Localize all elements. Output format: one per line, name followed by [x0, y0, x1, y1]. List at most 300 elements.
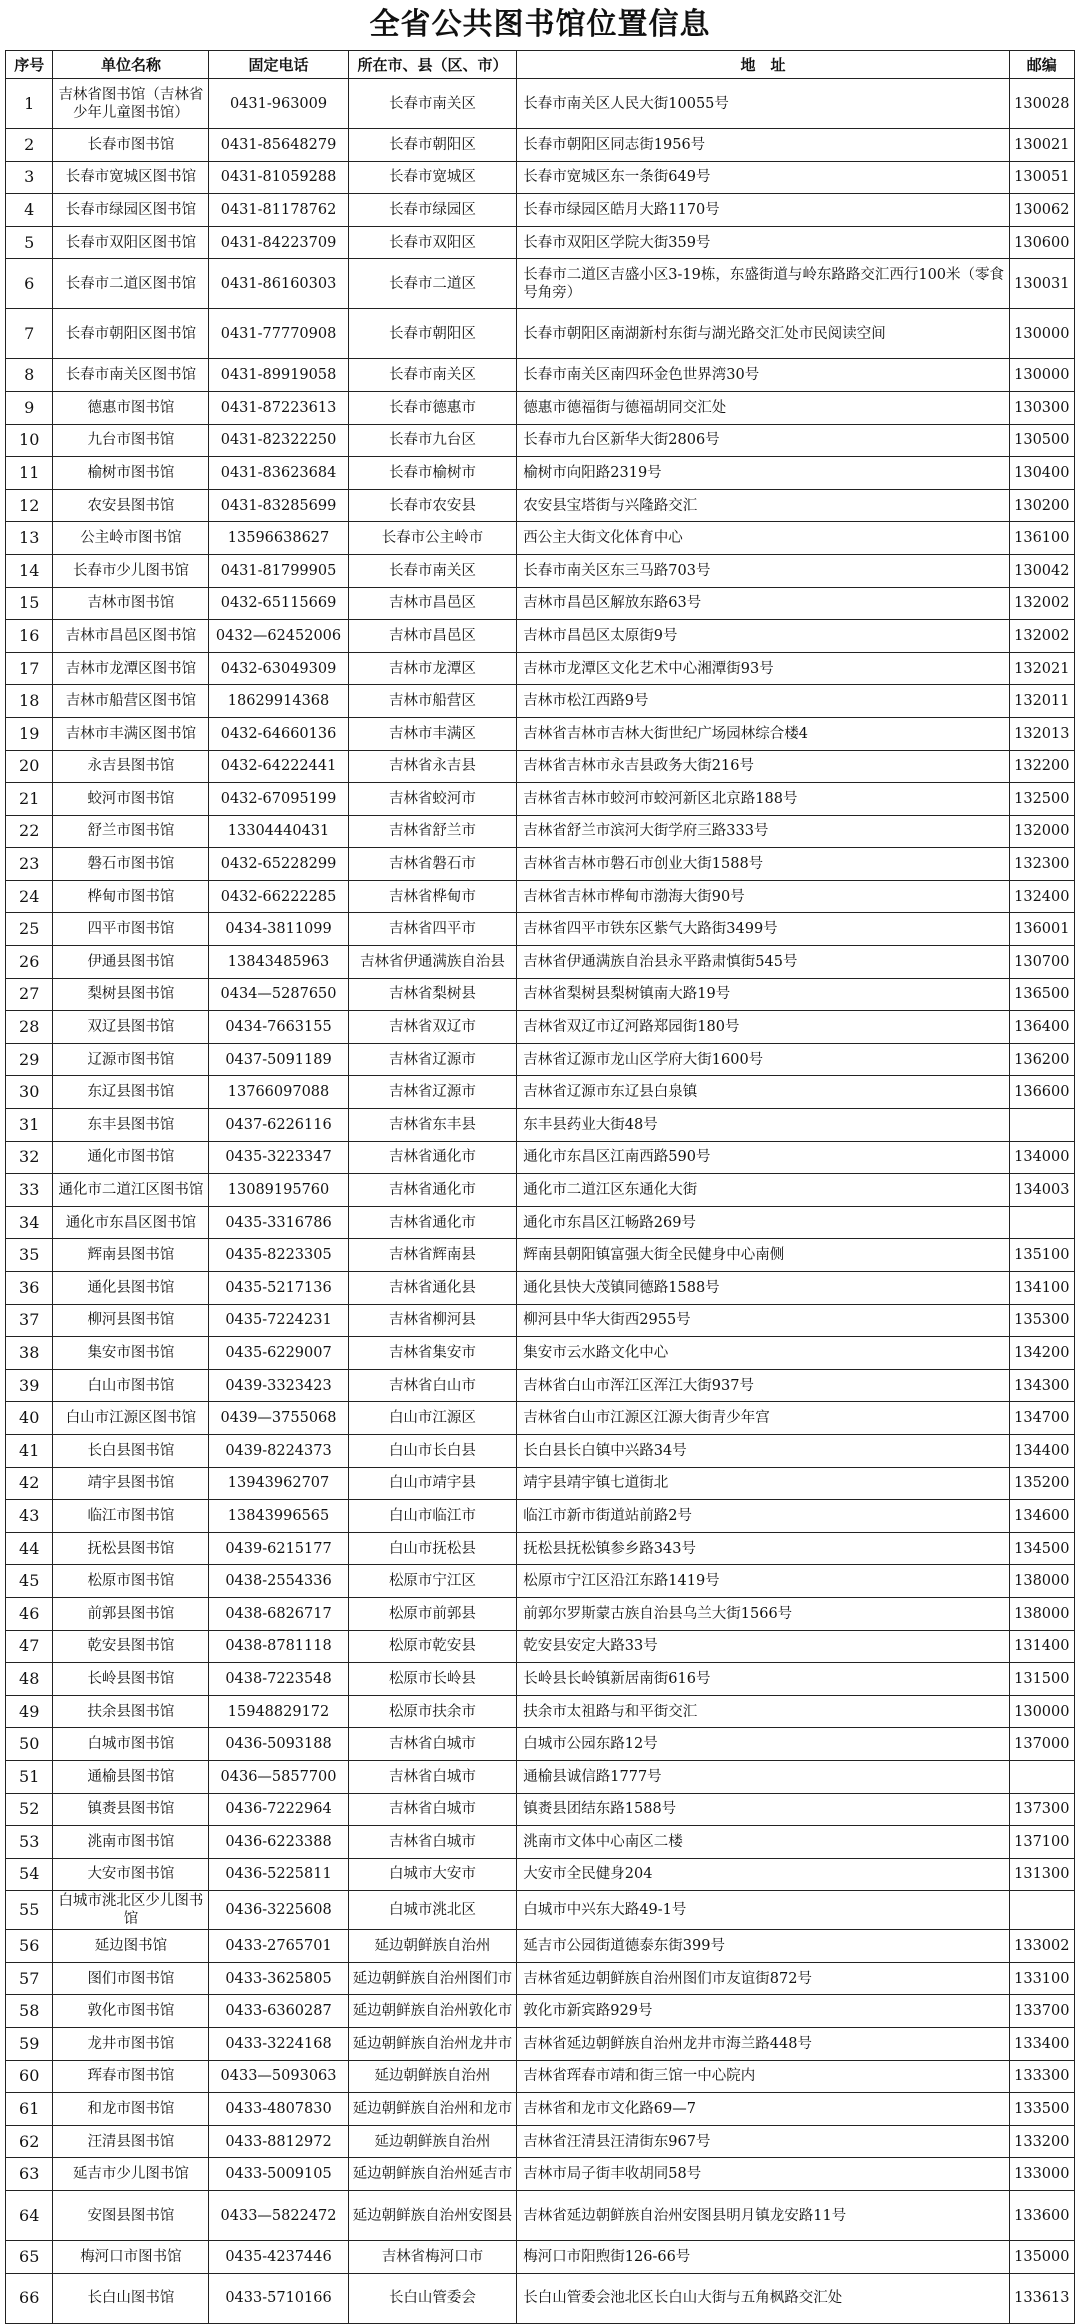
- city-district-cell: 吉林省东丰县: [348, 1109, 517, 1142]
- table-row: [6, 1076, 1075, 1109]
- phone-number-cell: 0431-86160303: [209, 259, 348, 309]
- library-name-cell: 大安市图书馆: [53, 1858, 209, 1891]
- address-cell: 长春市双阳区学院大街359号: [517, 226, 1009, 259]
- table-row: [6, 685, 1075, 718]
- address-cell: 松原市宁江区沿江东路1419号: [517, 1565, 1009, 1598]
- row-number-cell: 10: [6, 424, 53, 457]
- address-cell: 吉林市昌邑区太原街9号: [517, 620, 1009, 653]
- table-row: [6, 1995, 1075, 2028]
- library-name-cell: 长春市图书馆: [53, 129, 209, 162]
- table-row: [6, 1109, 1075, 1142]
- library-name-cell: 图们市图书馆: [53, 1962, 209, 1995]
- city-district-cell: 长春市农安县: [348, 489, 517, 522]
- table-row: [6, 620, 1075, 653]
- row-number-cell: 66: [6, 2273, 53, 2323]
- address-cell: 长春市南关区人民大街10055号: [517, 79, 1009, 129]
- row-number-cell: 23: [6, 848, 53, 881]
- postal-code-cell: 130000: [1009, 1695, 1074, 1728]
- library-name-cell: 农安县图书馆: [53, 489, 209, 522]
- phone-number-cell: 0433-3625805: [209, 1962, 348, 1995]
- table-row: [6, 391, 1075, 424]
- phone-number-cell: 0437-5091189: [209, 1043, 348, 1076]
- row-number-cell: 14: [6, 554, 53, 587]
- postal-code-cell: 133613: [1009, 2273, 1074, 2323]
- address-cell: 白城市中兴东大路49-1号: [517, 1891, 1009, 1930]
- table-row: [6, 750, 1075, 783]
- row-number-cell: 9: [6, 391, 53, 424]
- city-district-cell: 吉林省通化县: [348, 1272, 517, 1305]
- address-cell: 扶余市太祖路与和平街交汇: [517, 1695, 1009, 1728]
- phone-number-cell: 0434—5287650: [209, 978, 348, 1011]
- phone-number-cell: 0433-4807830: [209, 2093, 348, 2126]
- row-number-cell: 18: [6, 685, 53, 718]
- address-cell: 吉林省吉林市永吉县政务大街216号: [517, 750, 1009, 783]
- page-title: 全省公共图书馆位置信息: [369, 7, 711, 42]
- postal-code-cell: 133400: [1009, 2028, 1074, 2061]
- table-row: [6, 1369, 1075, 1402]
- address-cell: 吉林省吉林市桦甸市渤海大街90号: [517, 880, 1009, 913]
- postal-code-cell: 135200: [1009, 1467, 1074, 1500]
- phone-number-cell: 0436-5093188: [209, 1728, 348, 1761]
- postal-code-cell: [1009, 1109, 1074, 1142]
- address-cell: 通化市东昌区江南西路590号: [517, 1141, 1009, 1174]
- phone-number-cell: 0439-3323423: [209, 1369, 348, 1402]
- phone-number-cell: 0438-6826717: [209, 1597, 348, 1630]
- row-number-cell: 2: [6, 129, 53, 162]
- city-district-cell: 吉林省蛟河市: [348, 783, 517, 816]
- phone-number-cell: 0432-63049309: [209, 652, 348, 685]
- library-name-cell: 通化市二道江区图书馆: [53, 1174, 209, 1207]
- row-number-cell: 4: [6, 194, 53, 227]
- postal-code-cell: 130028: [1009, 79, 1074, 129]
- library-name-cell: 前郭县图书馆: [53, 1597, 209, 1630]
- library-name-cell: 双辽县图书馆: [53, 1011, 209, 1044]
- postal-code-cell: 130600: [1009, 226, 1074, 259]
- city-district-cell: 长春市南关区: [348, 359, 517, 392]
- address-cell: 吉林省和龙市文化路69—7: [517, 2093, 1009, 2126]
- city-district-cell: 吉林省四平市: [348, 913, 517, 946]
- row-number-cell: 3: [6, 161, 53, 194]
- address-cell: 延吉市公园街道德泰东街399号: [517, 1930, 1009, 1963]
- row-number-cell: 16: [6, 620, 53, 653]
- table-row: [6, 2273, 1075, 2323]
- library-name-cell: 吉林市丰满区图书馆: [53, 717, 209, 750]
- library-name-cell: 吉林市船营区图书馆: [53, 685, 209, 718]
- library-name-cell: 和龙市图书馆: [53, 2093, 209, 2126]
- city-district-cell: 长春市南关区: [348, 554, 517, 587]
- row-number-cell: 55: [6, 1891, 53, 1930]
- postal-code-cell: [1009, 1891, 1074, 1930]
- table-row: [6, 309, 1075, 359]
- header-city: 所在市、县（区、市）: [348, 51, 517, 79]
- row-number-cell: 38: [6, 1337, 53, 1370]
- postal-code-cell: 134000: [1009, 1141, 1074, 1174]
- city-district-cell: 吉林省梅河口市: [348, 2241, 517, 2274]
- city-district-cell: 吉林省白城市: [348, 1760, 517, 1793]
- postal-code-cell: 130051: [1009, 161, 1074, 194]
- row-number-cell: 19: [6, 717, 53, 750]
- phone-number-cell: 13943962707: [209, 1467, 348, 1500]
- city-district-cell: 延边朝鲜族自治州和龙市: [348, 2093, 517, 2126]
- address-cell: 洮南市文体中心南区二楼: [517, 1826, 1009, 1859]
- table-row: [6, 1565, 1075, 1598]
- city-district-cell: 吉林市昌邑区: [348, 587, 517, 620]
- city-district-cell: 吉林市船营区: [348, 685, 517, 718]
- row-number-cell: 36: [6, 1272, 53, 1305]
- phone-number-cell: 0439-6215177: [209, 1532, 348, 1565]
- postal-code-cell: 134003: [1009, 1174, 1074, 1207]
- table-row: [6, 815, 1075, 848]
- address-cell: 长春市九台区新华大街2806号: [517, 424, 1009, 457]
- phone-number-cell: 0436-3225608: [209, 1891, 348, 1930]
- postal-code-cell: 137100: [1009, 1826, 1074, 1859]
- postal-code-cell: 132013: [1009, 717, 1074, 750]
- table-row: [6, 129, 1075, 162]
- city-district-cell: 长春市公主岭市: [348, 522, 517, 555]
- address-cell: 吉林省汪清县汪清街东967号: [517, 2125, 1009, 2158]
- library-name-cell: 公主岭市图书馆: [53, 522, 209, 555]
- library-name-cell: 伊通县图书馆: [53, 946, 209, 979]
- address-cell: 梅河口市阳煦街126-66号: [517, 2241, 1009, 2274]
- postal-code-cell: 130200: [1009, 489, 1074, 522]
- table-row: [6, 226, 1075, 259]
- row-number-cell: 37: [6, 1304, 53, 1337]
- address-cell: 通化县快大茂镇同德路1588号: [517, 1272, 1009, 1305]
- postal-code-cell: 133100: [1009, 1962, 1074, 1995]
- row-number-cell: 35: [6, 1239, 53, 1272]
- address-cell: 长春市宽城区东一条街649号: [517, 161, 1009, 194]
- table-row: [6, 1174, 1075, 1207]
- row-number-cell: 39: [6, 1369, 53, 1402]
- city-district-cell: 松原市扶余市: [348, 1695, 517, 1728]
- postal-code-cell: 134700: [1009, 1402, 1074, 1435]
- table-row: [6, 259, 1075, 309]
- address-cell: 东丰县药业大街48号: [517, 1109, 1009, 1142]
- phone-number-cell: 0435-5217136: [209, 1272, 348, 1305]
- table-row: [6, 194, 1075, 227]
- postal-code-cell: [1009, 1206, 1074, 1239]
- library-name-cell: 长白县图书馆: [53, 1434, 209, 1467]
- city-district-cell: 白山市抚松县: [348, 1532, 517, 1565]
- library-name-cell: 吉林市昌邑区图书馆: [53, 620, 209, 653]
- postal-code-cell: 131300: [1009, 1858, 1074, 1891]
- table-row: [6, 2060, 1075, 2093]
- library-name-cell: 九台市图书馆: [53, 424, 209, 457]
- phone-number-cell: 0438-7223548: [209, 1663, 348, 1696]
- library-name-cell: 长白山图书馆: [53, 2273, 209, 2323]
- postal-code-cell: 130500: [1009, 424, 1074, 457]
- row-number-cell: 13: [6, 522, 53, 555]
- row-number-cell: 61: [6, 2093, 53, 2126]
- library-table: [5, 50, 1075, 2324]
- city-district-cell: 长春市朝阳区: [348, 129, 517, 162]
- library-name-cell: 松原市图书馆: [53, 1565, 209, 1598]
- phone-number-cell: 0435-6229007: [209, 1337, 348, 1370]
- address-cell: 长春市朝阳区同志街1956号: [517, 129, 1009, 162]
- row-number-cell: 40: [6, 1402, 53, 1435]
- address-cell: 吉林市龙潭区文化艺术中心湘潭街93号: [517, 652, 1009, 685]
- table-row: [6, 554, 1075, 587]
- city-district-cell: 吉林省白城市: [348, 1793, 517, 1826]
- city-district-cell: 白山市江源区: [348, 1402, 517, 1435]
- table-row: [6, 1728, 1075, 1761]
- city-district-cell: 延边朝鲜族自治州龙井市: [348, 2028, 517, 2061]
- library-name-cell: 白城市洮北区少儿图书馆: [53, 1891, 209, 1930]
- table-row: [6, 1141, 1075, 1174]
- address-cell: 吉林省伊通满族自治县永平路肃慎街545号: [517, 946, 1009, 979]
- table-row: [6, 1500, 1075, 1533]
- city-district-cell: 延边朝鲜族自治州延吉市: [348, 2158, 517, 2191]
- phone-number-cell: 0431-81059288: [209, 161, 348, 194]
- phone-number-cell: 0432-65228299: [209, 848, 348, 881]
- phone-number-cell: 0435-4237446: [209, 2241, 348, 2274]
- library-name-cell: 桦甸市图书馆: [53, 880, 209, 913]
- table-row: [6, 424, 1075, 457]
- city-district-cell: 松原市前郭县: [348, 1597, 517, 1630]
- row-number-cell: 62: [6, 2125, 53, 2158]
- address-cell: 集安市云水路文化中心: [517, 1337, 1009, 1370]
- phone-number-cell: 0435-3223347: [209, 1141, 348, 1174]
- row-number-cell: 25: [6, 913, 53, 946]
- table-row: [6, 1962, 1075, 1995]
- address-cell: 吉林省延边朝鲜族自治州安图县明月镇龙安路11号: [517, 2191, 1009, 2241]
- library-name-cell: 集安市图书馆: [53, 1337, 209, 1370]
- phone-number-cell: 0434-3811099: [209, 913, 348, 946]
- postal-code-cell: 132002: [1009, 587, 1074, 620]
- library-name-cell: 东丰县图书馆: [53, 1109, 209, 1142]
- library-name-cell: 东辽县图书馆: [53, 1076, 209, 1109]
- address-cell: 吉林省双辽市辽河路郑园街180号: [517, 1011, 1009, 1044]
- phone-number-cell: 0437-6226116: [209, 1109, 348, 1142]
- city-district-cell: 松原市宁江区: [348, 1565, 517, 1598]
- postal-code-cell: 130021: [1009, 129, 1074, 162]
- table-row: [6, 79, 1075, 129]
- row-number-cell: 27: [6, 978, 53, 1011]
- postal-code-cell: 134600: [1009, 1500, 1074, 1533]
- table-row: [6, 946, 1075, 979]
- address-cell: 抚松县抚松镇参乡路343号: [517, 1532, 1009, 1565]
- postal-code-cell: 132011: [1009, 685, 1074, 718]
- postal-code-cell: 130062: [1009, 194, 1074, 227]
- city-district-cell: 吉林省磐石市: [348, 848, 517, 881]
- table-row: [6, 1793, 1075, 1826]
- city-district-cell: 长春市朝阳区: [348, 309, 517, 359]
- table-row: [6, 587, 1075, 620]
- postal-code-cell: 136200: [1009, 1043, 1074, 1076]
- library-name-cell: 龙井市图书馆: [53, 2028, 209, 2061]
- address-cell: 吉林市昌邑区解放东路63号: [517, 587, 1009, 620]
- city-district-cell: 白山市临江市: [348, 1500, 517, 1533]
- city-district-cell: 吉林省白城市: [348, 1728, 517, 1761]
- phone-number-cell: 0438-2554336: [209, 1565, 348, 1598]
- postal-code-cell: 134400: [1009, 1434, 1074, 1467]
- postal-code-cell: 134300: [1009, 1369, 1074, 1402]
- row-number-cell: 33: [6, 1174, 53, 1207]
- library-name-cell: 安图县图书馆: [53, 2191, 209, 2241]
- phone-number-cell: 0432—62452006: [209, 620, 348, 653]
- address-cell: 吉林省吉林市吉林大街世纪广场园林综合楼4: [517, 717, 1009, 750]
- address-cell: 柳河县中华大街西2955号: [517, 1304, 1009, 1337]
- library-name-cell: 通化市图书馆: [53, 1141, 209, 1174]
- address-cell: 长春市南关区东三马路703号: [517, 554, 1009, 587]
- city-district-cell: 长白山管委会: [348, 2273, 517, 2323]
- table-row: [6, 2028, 1075, 2061]
- row-number-cell: 15: [6, 587, 53, 620]
- library-name-cell: 长春市朝阳区图书馆: [53, 309, 209, 359]
- address-cell: 通化市二道江区东通化大街: [517, 1174, 1009, 1207]
- postal-code-cell: 138000: [1009, 1597, 1074, 1630]
- address-cell: 乾安县安定大路33号: [517, 1630, 1009, 1663]
- table-row: [6, 1663, 1075, 1696]
- table-row: [6, 1930, 1075, 1963]
- library-name-cell: 乾安县图书馆: [53, 1630, 209, 1663]
- header-phone: 固定电话: [209, 51, 348, 79]
- header-row: [6, 51, 1075, 79]
- phone-number-cell: 0435-7224231: [209, 1304, 348, 1337]
- postal-code-cell: 135000: [1009, 2241, 1074, 2274]
- table-row: [6, 848, 1075, 881]
- table-row: [6, 1597, 1075, 1630]
- postal-code-cell: 131500: [1009, 1663, 1074, 1696]
- row-number-cell: 41: [6, 1434, 53, 1467]
- city-district-cell: 延边朝鲜族自治州: [348, 2125, 517, 2158]
- postal-code-cell: [1009, 1760, 1074, 1793]
- city-district-cell: 吉林省通化市: [348, 1206, 517, 1239]
- city-district-cell: 白山市靖宇县: [348, 1467, 517, 1500]
- phone-number-cell: 0436-7222964: [209, 1793, 348, 1826]
- phone-number-cell: 0431-89919058: [209, 359, 348, 392]
- postal-code-cell: 134200: [1009, 1337, 1074, 1370]
- phone-number-cell: 0436-5225811: [209, 1858, 348, 1891]
- library-name-cell: 白山市江源区图书馆: [53, 1402, 209, 1435]
- city-district-cell: 长春市宽城区: [348, 161, 517, 194]
- postal-code-cell: 137300: [1009, 1793, 1074, 1826]
- table-row: [6, 1760, 1075, 1793]
- library-name-cell: 扶余县图书馆: [53, 1695, 209, 1728]
- postal-code-cell: 132000: [1009, 815, 1074, 848]
- phone-number-cell: 18629914368: [209, 685, 348, 718]
- phone-number-cell: 0431-81178762: [209, 194, 348, 227]
- city-district-cell: 松原市乾安县: [348, 1630, 517, 1663]
- library-name-cell: 镇赉县图书馆: [53, 1793, 209, 1826]
- header-no: 序号: [6, 51, 53, 79]
- library-name-cell: 长春市二道区图书馆: [53, 259, 209, 309]
- city-district-cell: 长春市二道区: [348, 259, 517, 309]
- row-number-cell: 45: [6, 1565, 53, 1598]
- row-number-cell: 5: [6, 226, 53, 259]
- address-cell: 榆树市向阳路2319号: [517, 457, 1009, 490]
- address-cell: 临江市新市街道站前路2号: [517, 1500, 1009, 1533]
- postal-code-cell: 130031: [1009, 259, 1074, 309]
- phone-number-cell: 0438-8781118: [209, 1630, 348, 1663]
- city-district-cell: 吉林省通化市: [348, 1141, 517, 1174]
- library-name-cell: 靖宇县图书馆: [53, 1467, 209, 1500]
- postal-code-cell: 130300: [1009, 391, 1074, 424]
- library-name-cell: 吉林省图书馆（吉林省少年儿童图书馆）: [53, 79, 209, 129]
- address-cell: 大安市全民健身204: [517, 1858, 1009, 1891]
- address-cell: 吉林省辽源市龙山区学府大街1600号: [517, 1043, 1009, 1076]
- postal-code-cell: 136001: [1009, 913, 1074, 946]
- library-name-cell: 长春市南关区图书馆: [53, 359, 209, 392]
- library-name-cell: 延吉市少儿图书馆: [53, 2158, 209, 2191]
- table-row: [6, 359, 1075, 392]
- city-district-cell: 延边朝鲜族自治州敦化市: [348, 1995, 517, 2028]
- header-name: 单位名称: [53, 51, 209, 79]
- library-name-cell: 辽源市图书馆: [53, 1043, 209, 1076]
- city-district-cell: 长春市绿园区: [348, 194, 517, 227]
- row-number-cell: 7: [6, 309, 53, 359]
- library-name-cell: 敦化市图书馆: [53, 1995, 209, 2028]
- table-row: [6, 2158, 1075, 2191]
- row-number-cell: 58: [6, 1995, 53, 2028]
- library-name-cell: 洮南市图书馆: [53, 1826, 209, 1859]
- address-cell: 辉南县朝阳镇富强大街全民健身中心南侧: [517, 1239, 1009, 1272]
- postal-code-cell: 136600: [1009, 1076, 1074, 1109]
- city-district-cell: 延边朝鲜族自治州: [348, 2060, 517, 2093]
- library-name-cell: 长春市宽城区图书馆: [53, 161, 209, 194]
- address-cell: 前郭尔罗斯蒙古族自治县乌兰大街1566号: [517, 1597, 1009, 1630]
- row-number-cell: 20: [6, 750, 53, 783]
- library-name-cell: 梅河口市图书馆: [53, 2241, 209, 2274]
- table-row: [6, 1858, 1075, 1891]
- postal-code-cell: 131400: [1009, 1630, 1074, 1663]
- city-district-cell: 松原市长岭县: [348, 1663, 517, 1696]
- city-district-cell: 吉林省永吉县: [348, 750, 517, 783]
- city-district-cell: 白城市大安市: [348, 1858, 517, 1891]
- table-row: [6, 717, 1075, 750]
- address-cell: 通化市东昌区江畅路269号: [517, 1206, 1009, 1239]
- postal-code-cell: 137000: [1009, 1728, 1074, 1761]
- address-cell: 长春市朝阳区南湖新村东街与湖光路交汇处市民阅读空间: [517, 309, 1009, 359]
- phone-number-cell: 0433-8812972: [209, 2125, 348, 2158]
- header-address: 地 址: [517, 51, 1009, 79]
- phone-number-cell: 0435-3316786: [209, 1206, 348, 1239]
- library-name-cell: 柳河县图书馆: [53, 1304, 209, 1337]
- postal-code-cell: 133600: [1009, 2191, 1074, 2241]
- address-cell: 吉林省四平市铁东区紫气大路街3499号: [517, 913, 1009, 946]
- row-number-cell: 12: [6, 489, 53, 522]
- library-name-cell: 抚松县图书馆: [53, 1532, 209, 1565]
- address-cell: 敦化市新宾路929号: [517, 1995, 1009, 2028]
- phone-number-cell: 0431-82322250: [209, 424, 348, 457]
- postal-code-cell: 130400: [1009, 457, 1074, 490]
- phone-number-cell: 0431-84223709: [209, 226, 348, 259]
- table-row: [6, 1206, 1075, 1239]
- postal-code-cell: 135100: [1009, 1239, 1074, 1272]
- phone-number-cell: 0434-7663155: [209, 1011, 348, 1044]
- phone-number-cell: 0431-83285699: [209, 489, 348, 522]
- table-row: [6, 1272, 1075, 1305]
- table-header: [6, 51, 1075, 79]
- phone-number-cell: 0435-8223305: [209, 1239, 348, 1272]
- row-number-cell: 59: [6, 2028, 53, 2061]
- table-row: [6, 1043, 1075, 1076]
- table-row: [6, 783, 1075, 816]
- city-district-cell: 吉林省辉南县: [348, 1239, 517, 1272]
- row-number-cell: 64: [6, 2191, 53, 2241]
- phone-number-cell: 0433-2765701: [209, 1930, 348, 1963]
- postal-code-cell: 133700: [1009, 1995, 1074, 2028]
- library-name-cell: 长春市双阳区图书馆: [53, 226, 209, 259]
- phone-number-cell: 0432-66222285: [209, 880, 348, 913]
- phone-number-cell: 13596638627: [209, 522, 348, 555]
- table-row: [6, 489, 1075, 522]
- table-row: [6, 1337, 1075, 1370]
- row-number-cell: 24: [6, 880, 53, 913]
- table-row: [6, 880, 1075, 913]
- library-name-cell: 长岭县图书馆: [53, 1663, 209, 1696]
- postal-code-cell: 132021: [1009, 652, 1074, 685]
